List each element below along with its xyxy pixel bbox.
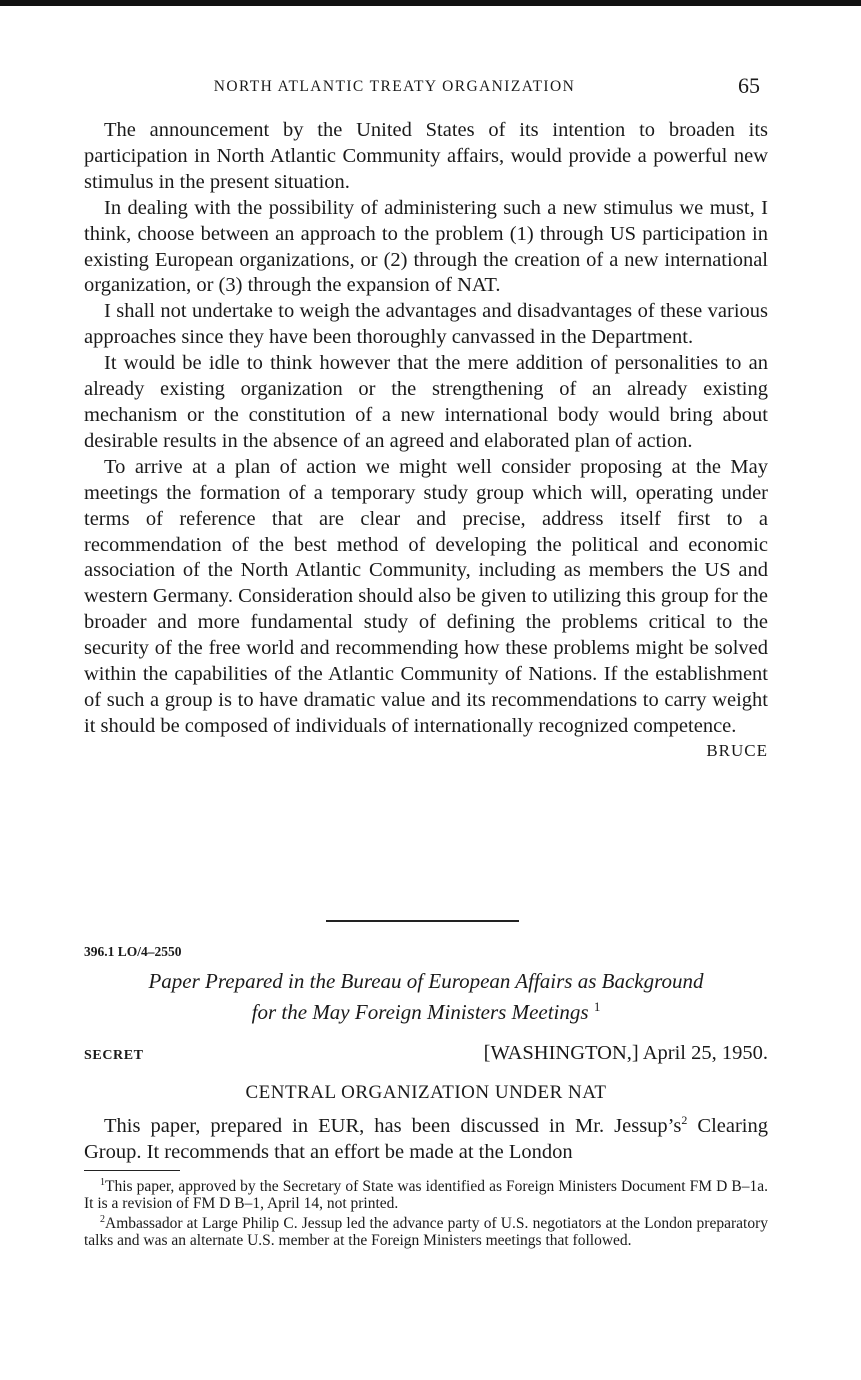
footnote-mark: 2 bbox=[100, 1214, 105, 1226]
footnote bbox=[84, 1212, 768, 1249]
footnotes bbox=[84, 1175, 768, 1249]
footnote-reference: 1 bbox=[593, 999, 601, 1014]
footnote-text: This paper, approved by the Secretary of State was identified as Foreign Ministers Document FM D B–1a. It is a revision of FM D B–1, April 14, not printed. bbox=[84, 1178, 768, 1212]
running-header bbox=[0, 70, 861, 104]
paragraph: I shall not undertake to weigh the advantages and disadvantages of these various approaches since they have been thoroughly canvassed in the Department. bbox=[84, 300, 768, 349]
intro-part-1: This paper, prepared in EUR, has been discussed in Mr. Jessup’s bbox=[104, 1114, 682, 1137]
intro-text bbox=[84, 1108, 768, 1166]
paragraph: In dealing with the possibility of administering such a new stimulus we must, I think, choose between an approach to the problem (1) through US participation in existing European organizations, or (2) through the creation of a new international organization, or (3) through the expansion of NAT. bbox=[84, 196, 768, 297]
signature: BRUCE bbox=[706, 740, 768, 760]
section-heading: CENTRAL ORGANIZATION UNDER NAT bbox=[245, 1082, 607, 1103]
document-title bbox=[84, 968, 768, 1025]
page-number: 65 bbox=[738, 73, 760, 98]
footnote-mark: 1 bbox=[100, 1177, 105, 1188]
paragraph: To arrive at a plan of action we might well consider proposing at the May meetings the formation of a temporary study group which will, operating under terms of reference that are clear and precise, address itself first to a recommendation of the best method of developing the political and economic association of the North Atlantic Community, including as members the US and western Germany. Consideration should also be given to utilizing this group for the broader and more fundamental study of defining the problems critical to the security of the free world and recommending how these problems might be solved within the capabilities of the Atlantic Community of Nations. If the establishment of such a group is to have dramatic value and its recommendations to carry weight it should be composed of individuals of internationally recognized competence. bbox=[84, 455, 768, 737]
footnote bbox=[84, 1175, 768, 1212]
intro-part-2: Clearing Group. It recommends that an effort be made at the London bbox=[84, 1114, 768, 1163]
footnote-rule bbox=[84, 1170, 180, 1171]
footnote-text: Ambassador at Large Philip C. Jessup led the advance party of U.S. negotiators at the London preparatory talks and was an alternate U.S. member at the Foreign Ministers meetings that followed. bbox=[84, 1215, 768, 1249]
paragraph: It would be idle to think however that the mere addition of personalities to an already existing organization or the strengthening of an already existing mechanism or the constitution of a new international body would bring about desirable results in the absence of an agreed and elaborated plan of action. bbox=[84, 352, 768, 452]
document-meta bbox=[84, 1042, 768, 1072]
letter-body bbox=[84, 118, 768, 761]
dateline: [WASHINGTON,] April 25, 1950. bbox=[483, 1042, 768, 1064]
section-divider bbox=[326, 920, 519, 922]
page-top-edge bbox=[0, 0, 861, 6]
document-title-line-1: Paper Prepared in the Bureau of European Affairs as Background bbox=[148, 969, 704, 993]
paragraph bbox=[84, 1108, 768, 1166]
document-title-line-2-text: for the May Foreign Ministers Meetings bbox=[251, 1000, 589, 1024]
file-number: 396.1 LO/4–2550 bbox=[84, 944, 182, 959]
document-title-line-2 bbox=[84, 994, 768, 1025]
running-title: NORTH ATLANTIC TREATY ORGANIZATION bbox=[213, 78, 576, 95]
paragraph: The announcement by the United States of its intention to broaden its participation in North Atlantic Community affairs, would provide a powerful new stimulus in the present situation. bbox=[84, 119, 768, 193]
classification-label: SECRET bbox=[84, 1048, 144, 1063]
footnote-reference: 2 bbox=[681, 1113, 688, 1127]
